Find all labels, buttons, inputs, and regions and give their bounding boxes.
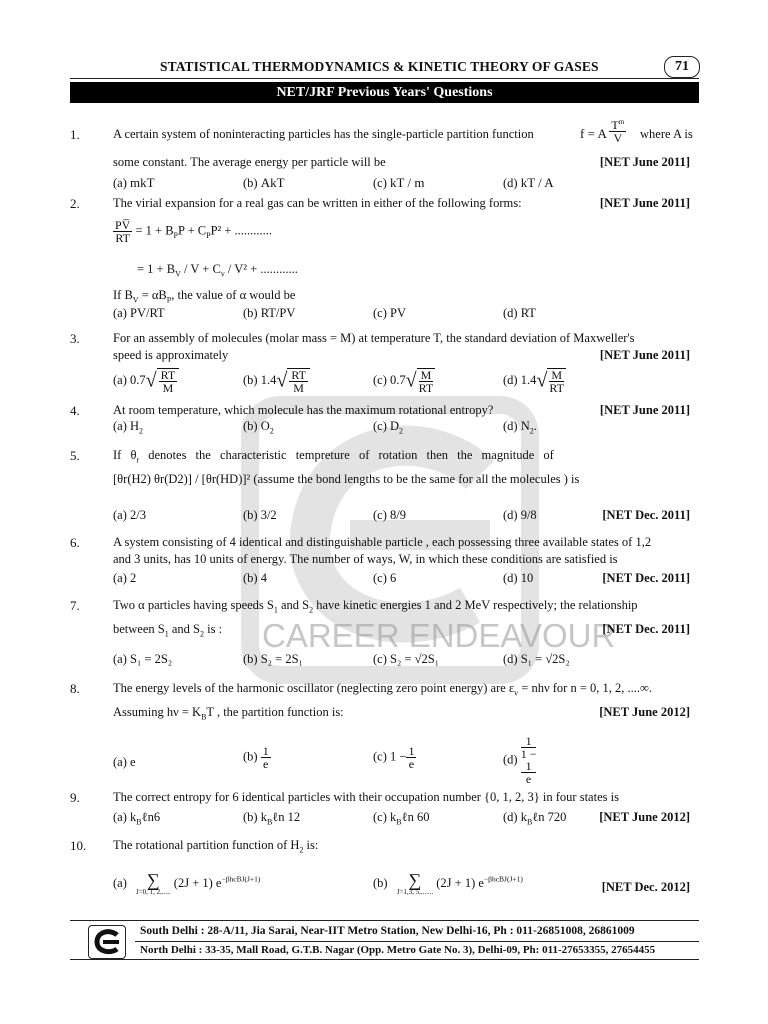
question-number: 1. <box>70 127 80 142</box>
option-d[interactable]: (d) $N_2$. <box>503 419 537 436</box>
question-text-line2: Assuming $h\nu = K_BT$ , the partition function is: <box>113 705 344 722</box>
option-c[interactable]: (c) $D_2$ <box>373 419 404 436</box>
exam-reference: [NET Dec. 2011] <box>602 508 690 522</box>
exam-reference: [NET June 2011] <box>599 348 690 362</box>
page-number: 71 <box>664 56 700 78</box>
section-banner: NET/JRF Previous Years' Questions <box>70 82 699 103</box>
option-c[interactable]: (c) kT / m <box>373 175 425 190</box>
question-number: 7. <box>70 598 80 613</box>
running-header-title: STATISTICAL THERMODYNAMICS & KINETIC THEORY OF GASES <box>160 59 599 74</box>
option-a[interactable]: (a) ∑ J=0, 1, 2,..... (2J + 1) $e^{-\beta hcBJ(J+1)}$ <box>113 870 261 896</box>
question-text: At room temperature, which molecule has the maximum rotational entropy? <box>113 403 494 417</box>
exam-reference: [NET June 2012] <box>599 705 690 719</box>
option-a[interactable]: (a) e <box>113 755 136 769</box>
option-c[interactable]: (c) S₂ = √2S₁ <box>373 652 440 666</box>
career-endeavour-logo-icon <box>88 925 126 959</box>
option-b[interactable]: (b) $O_2$ <box>243 419 274 436</box>
question-text-line2: and 3 units, has 10 units of energy. The number of ways, W, in which these conditions are satisfied is <box>113 552 618 566</box>
option-a[interactable]: (a) $H_2$ <box>113 419 144 436</box>
question-condition: If $B_V = \alpha B_P$, the value of α would be <box>113 288 296 305</box>
exam-reference: [NET June 2011] <box>599 196 690 210</box>
option-b[interactable]: (b) 1.4√ $\frac{RT}{M}$ <box>243 368 310 394</box>
option-a[interactable]: (a) mkT <box>113 175 155 190</box>
option-b[interactable]: (b) $\frac{1}{e}$ <box>243 744 269 771</box>
option-a[interactable]: (a) 2/3 <box>113 508 146 522</box>
question-number: 8. <box>70 681 80 696</box>
option-b[interactable]: (b) 3/2 <box>243 508 277 522</box>
question-number: 9. <box>70 790 80 805</box>
exam-reference: [NET June 2011] <box>599 155 690 169</box>
question-text: A system consisting of 4 identical and distinguishable particle , each possessing three available states of 1,2 <box>113 535 652 549</box>
option-b[interactable]: (b) S₂ = 2S₁ <box>243 652 303 666</box>
exam-reference: [NET June 2012] <box>599 810 690 824</box>
footer-north-delhi-address: North Delhi : 33-35, Mall Road, G.T.B. Nagar (Opp. Metro Gate No. 3), Delhi-09, Ph: 011-27653355, 27654455 <box>140 944 656 956</box>
question-text-line2: some constant. The average energy per particle will be <box>113 155 386 169</box>
option-d[interactable]: (d) S₁ = √2S₂ <box>503 652 570 666</box>
option-c[interactable]: (c) $k_B\ell n$ 60 <box>373 810 430 827</box>
option-d[interactable]: (d) 9/8 <box>503 508 537 522</box>
option-a[interactable]: (a) 2 <box>113 571 137 585</box>
question-text: If $\theta_r$ denotes the characteristic tempreture of rotation then the magnitude of <box>113 448 554 465</box>
option-c[interactable]: (c) 0.7√ $\frac{M}{RT}$ <box>373 368 435 394</box>
option-b[interactable]: (b) 4 <box>243 571 267 585</box>
option-d[interactable]: (d) 1 1 − 1 e <box>503 734 537 786</box>
footer-rule-bottom <box>70 959 699 960</box>
option-b[interactable]: (b) ∑ J=1,3, 5,....... (2J + 1) $e^{-\beta hcBJ(J+1)}$ <box>373 870 523 896</box>
question-text: The virial expansion for a real gas can be written in either of the following forms: <box>113 196 522 210</box>
virial-equation-1: $\frac{PV̅}{RT}$ = $1 + B_PP + C_PP^2$ + ............ <box>115 218 273 245</box>
footer-rule-mid <box>135 941 699 942</box>
question-text: A certain system of noninteracting particles has the single-particle partition function <box>113 127 534 141</box>
question-text: Two α particles having speeds $S_1$ and $S_2$ have kinetic energies 1 and 2 MeV respectively; the relationship <box>113 598 638 615</box>
option-d[interactable]: (d) kT / A <box>503 175 554 190</box>
option-d[interactable]: (d) 10 <box>503 571 534 585</box>
option-d[interactable]: (d) 1.4√ $\frac{M}{RT}$ <box>503 368 566 394</box>
question-number: 6. <box>70 535 80 550</box>
option-c[interactable]: (c) 8/9 <box>373 508 406 522</box>
header-rule <box>70 78 699 79</box>
question-text: The rotational partition function of $H_2$ is: <box>113 838 319 855</box>
option-a[interactable]: (a) PV/RT <box>113 306 165 320</box>
option-a[interactable]: (a) $k_B\ell n6$ <box>113 810 161 827</box>
theta-ratio-expression: [θr(H2) θr(D2)] / [θr(HD)]² (assume the bond lengths to be the same for all the molecules ) is <box>113 472 580 486</box>
question-text-line2: speed is approximately <box>113 348 229 362</box>
virial-equation-2: = $1 + B_V / V + C_v / V^2$ + ............ <box>137 262 298 279</box>
question-text-line2: between $S_1$ and $S_2$ is : <box>113 622 223 639</box>
option-a[interactable]: (a) S₁ = 2S₂ <box>113 652 173 666</box>
question-number: 3. <box>70 331 80 346</box>
question-text: For an assembly of molecules (molar mass = M) at temperature T, the standard deviation of Maxweller's <box>113 331 635 345</box>
question-number: 4. <box>70 403 80 418</box>
question-number: 2. <box>70 196 80 211</box>
question-number: 10. <box>70 838 87 853</box>
footer-rule-top <box>70 920 699 921</box>
option-b[interactable]: (b) RT/PV <box>243 306 296 320</box>
exam-reference: [NET Dec. 2012] <box>601 880 690 894</box>
option-d[interactable]: (d) RT <box>503 306 536 320</box>
option-c[interactable]: (c) 6 <box>373 571 397 585</box>
option-b[interactable]: (b) $k_B\ell n$ 12 <box>243 810 301 827</box>
option-a[interactable]: (a) 0.7√ $\frac{RT}{M}$ <box>113 368 179 394</box>
option-b[interactable]: (b) AkT <box>243 175 285 190</box>
option-c[interactable]: (c) PV <box>373 306 406 320</box>
partition-function-formula: f = A $\frac{T^m}{V}$ <box>580 118 625 146</box>
exam-reference: [NET June 2011] <box>599 403 690 417</box>
question-number: 5. <box>70 448 80 463</box>
watermark-text: CAREER ENDEAVOUR <box>262 617 616 654</box>
option-d[interactable]: (d) $k_B\ell n$ 720 <box>503 810 567 827</box>
option-c[interactable]: (c) 1 − $\frac{1}{e}$ <box>373 744 415 771</box>
exam-reference: [NET Dec. 2011] <box>602 622 690 636</box>
question-text-continued: where A is <box>640 127 693 141</box>
question-text: The energy levels of the harmonic oscillator (neglecting zero point energy) are $\varepsilon_v = nh\nu$ for n = 0, 1, 2, ....∞. <box>113 681 653 698</box>
question-text: The correct entropy for 6 identical particles with their occupation number {0, 1, 2, 3} in four states is <box>113 790 619 804</box>
exam-reference: [NET Dec. 2011] <box>602 571 690 585</box>
footer-south-delhi-address: South Delhi : 28-A/11, Jia Sarai, Near-IIT Metro Station, New Delhi-16, Ph : 011-26851008, 26861009 <box>140 925 635 937</box>
